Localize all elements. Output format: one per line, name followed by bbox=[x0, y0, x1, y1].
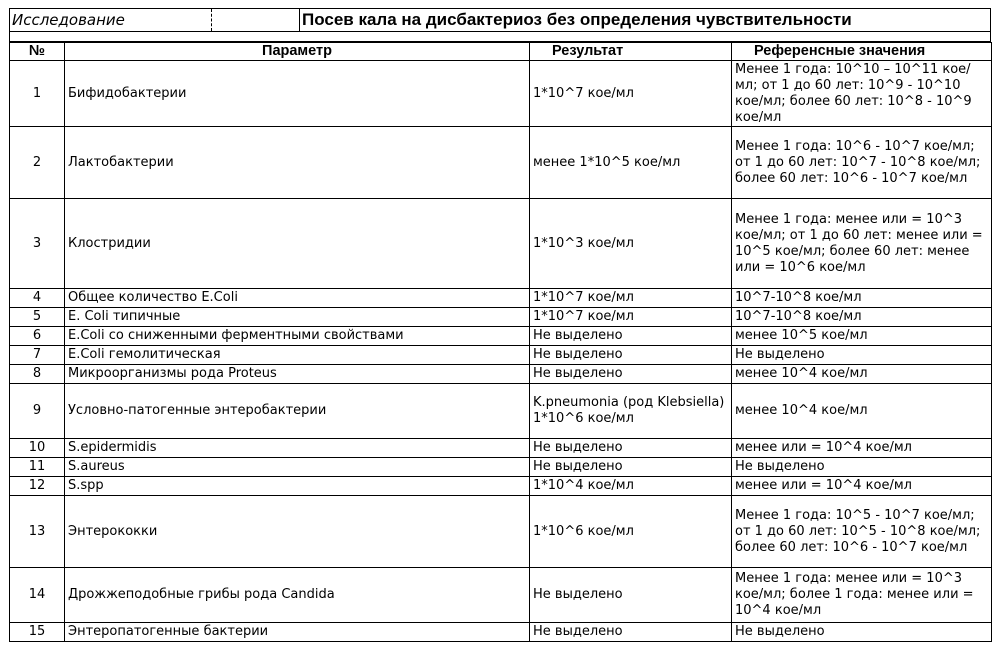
row-result: 1*10^7 кое/мл bbox=[530, 308, 732, 327]
row-num: 10 bbox=[10, 439, 65, 458]
row-reference: Менее 1 года: 10^6 - 10^7 кое/мл; от 1 до 60 лет: 10^7 - 10^8 кое/мл; более 60 лет: 10^6 - 10^7 кое/мл bbox=[732, 127, 992, 199]
table-row bbox=[10, 623, 992, 642]
table-row bbox=[10, 458, 992, 477]
report-header bbox=[9, 8, 991, 32]
row-result: 1*10^7 кое/мл bbox=[530, 61, 732, 127]
table-row bbox=[10, 199, 992, 289]
row-result: Не выделено bbox=[530, 458, 732, 477]
row-param: Общее количество E.Coli bbox=[65, 289, 530, 308]
table-row bbox=[10, 61, 992, 127]
results-table bbox=[9, 42, 992, 642]
header-divider bbox=[9, 32, 991, 42]
row-num: 1 bbox=[10, 61, 65, 127]
row-reference: 10^7-10^8 кое/мл bbox=[732, 308, 992, 327]
row-param: Условно-патогенные энтеробактерии bbox=[65, 384, 530, 439]
row-reference: Менее 1 года: менее или = 10^3 кое/мл; от 1 до 60 лет: менее или = 10^5 кое/мл; более 60 лет: менее или = 10^6 кое/мл bbox=[732, 199, 992, 289]
row-param: Энтерококки bbox=[65, 496, 530, 568]
row-result: 1*10^6 кое/мл bbox=[530, 496, 732, 568]
table-row bbox=[10, 477, 992, 496]
row-num: 9 bbox=[10, 384, 65, 439]
row-result: Не выделено bbox=[530, 365, 732, 384]
row-param: Микроорганизмы рода Proteus bbox=[65, 365, 530, 384]
table-row bbox=[10, 308, 992, 327]
row-num: 15 bbox=[10, 623, 65, 642]
row-result: Не выделено bbox=[530, 568, 732, 623]
row-param: S.spp bbox=[65, 477, 530, 496]
column-header-result: Результат bbox=[530, 43, 732, 61]
report-title: Посев кала на дисбактериоз без определения чувствительности bbox=[302, 10, 852, 29]
row-reference: менее 10^5 кое/мл bbox=[732, 327, 992, 346]
row-reference: Менее 1 года: 10^5 - 10^7 кое/мл; от 1 до 60 лет: 10^5 - 10^8 кое/мл; более 60 лет: 10^6 - 10^7 кое/мл bbox=[732, 496, 992, 568]
row-num: 6 bbox=[10, 327, 65, 346]
row-num: 11 bbox=[10, 458, 65, 477]
row-result: Не выделено bbox=[530, 346, 732, 365]
header-spacer bbox=[212, 9, 300, 31]
row-num: 5 bbox=[10, 308, 65, 327]
row-num: 7 bbox=[10, 346, 65, 365]
row-reference: Не выделено bbox=[732, 458, 992, 477]
row-num: 8 bbox=[10, 365, 65, 384]
row-num: 12 bbox=[10, 477, 65, 496]
row-reference: менее или = 10^4 кое/мл bbox=[732, 439, 992, 458]
row-param: Дрожжеподобные грибы рода Candida bbox=[65, 568, 530, 623]
row-reference: менее 10^4 кое/мл bbox=[732, 384, 992, 439]
column-header-reference: Референсные значения bbox=[732, 43, 992, 61]
table-row bbox=[10, 127, 992, 199]
row-result: 1*10^3 кое/мл bbox=[530, 199, 732, 289]
table-row bbox=[10, 346, 992, 365]
row-param: E.Coli гемолитическая bbox=[65, 346, 530, 365]
row-param: Бифидобактерии bbox=[65, 61, 530, 127]
row-result: Не выделено bbox=[530, 439, 732, 458]
row-result: Не выделено bbox=[530, 327, 732, 346]
row-result: менее 1*10^5 кое/мл bbox=[530, 127, 732, 199]
row-reference: Не выделено bbox=[732, 623, 992, 642]
table-row bbox=[10, 439, 992, 458]
row-num: 3 bbox=[10, 199, 65, 289]
row-reference: менее или = 10^4 кое/мл bbox=[732, 477, 992, 496]
table-header-row bbox=[10, 43, 992, 61]
table-row bbox=[10, 289, 992, 308]
row-param: E.Coli со сниженными ферментными свойствами bbox=[65, 327, 530, 346]
row-param: Лактобактерии bbox=[65, 127, 530, 199]
column-header-param: Параметр bbox=[65, 43, 530, 61]
row-param: S.epidermidis bbox=[65, 439, 530, 458]
row-reference: менее 10^4 кое/мл bbox=[732, 365, 992, 384]
row-reference: Не выделено bbox=[732, 346, 992, 365]
row-param: Энтеропатогенные бактерии bbox=[65, 623, 530, 642]
row-result: K.pneumonia (род Klebsiella) 1*10^6 кое/мл bbox=[530, 384, 732, 439]
report-sheet bbox=[9, 8, 991, 642]
row-num: 4 bbox=[10, 289, 65, 308]
row-reference: Менее 1 года: менее или = 10^3 кое/мл; более 1 года: менее или = 10^4 кое/мл bbox=[732, 568, 992, 623]
row-param: E. Coli типичные bbox=[65, 308, 530, 327]
row-param: Клостридии bbox=[65, 199, 530, 289]
section-label: Исследование bbox=[10, 9, 212, 31]
row-num: 13 bbox=[10, 496, 65, 568]
table-row bbox=[10, 365, 992, 384]
row-num: 14 bbox=[10, 568, 65, 623]
row-result: 1*10^4 кое/мл bbox=[530, 477, 732, 496]
row-reference: Менее 1 года: 10^10 – 10^11 кое/мл; от 1 до 60 лет: 10^9 - 10^10 кое/мл; более 60 лет: 10^8 - 10^9 кое/мл bbox=[732, 61, 992, 127]
table-row bbox=[10, 496, 992, 568]
row-num: 2 bbox=[10, 127, 65, 199]
table-row bbox=[10, 327, 992, 346]
column-header-num: № bbox=[10, 43, 65, 61]
row-reference: 10^7-10^8 кое/мл bbox=[732, 289, 992, 308]
row-param: S.aureus bbox=[65, 458, 530, 477]
table-row bbox=[10, 568, 992, 623]
table-row bbox=[10, 384, 992, 439]
row-result: 1*10^7 кое/мл bbox=[530, 289, 732, 308]
row-result: Не выделено bbox=[530, 623, 732, 642]
